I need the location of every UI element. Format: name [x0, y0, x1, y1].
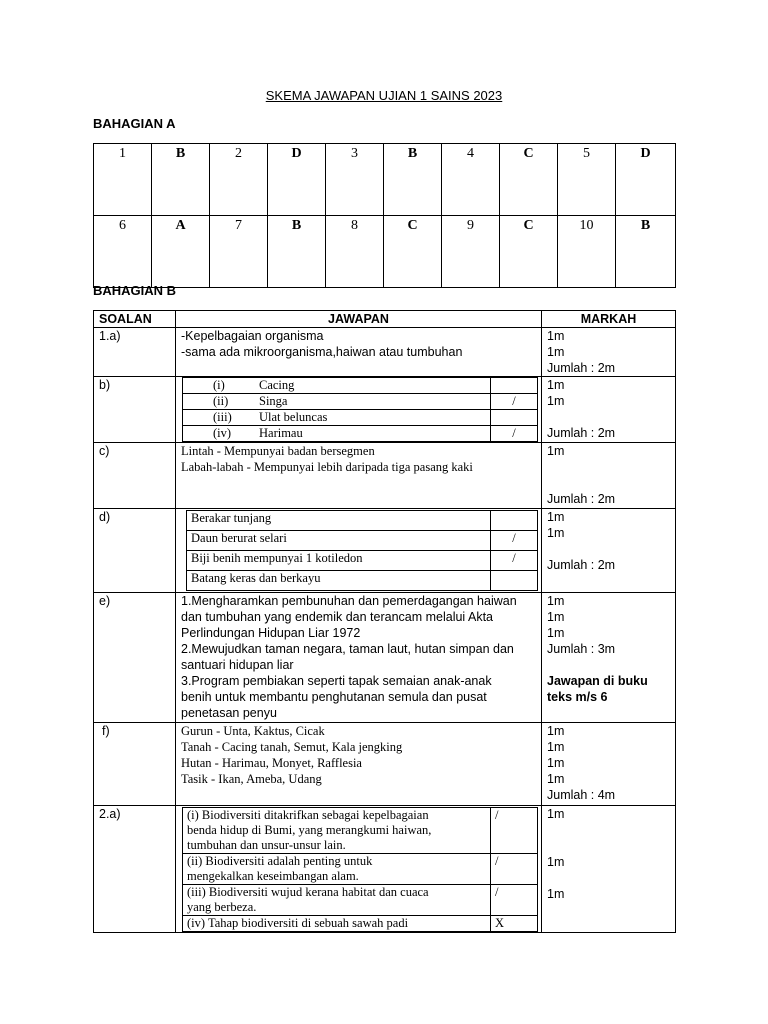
choice-text: (i) Cacing: [183, 378, 491, 394]
choice-text: (iii) Ulat beluncas: [183, 410, 491, 426]
column-header-markah: MARKAH: [542, 311, 676, 328]
choice-row: [187, 571, 538, 591]
answer-line: Tanah - Cacing tanah, Semut, Kala jengking: [181, 740, 403, 754]
cross-mark: X: [491, 916, 538, 932]
reference-note: teks m/s 6: [547, 690, 608, 704]
marks-cell: [542, 723, 676, 806]
answer-cell: [176, 509, 542, 593]
mark: 1m: [547, 594, 565, 608]
answer-cell: [176, 723, 542, 806]
mark: 1m: [547, 740, 565, 754]
statement-text: (iv) Tahap biodiversiti di sebuah sawah padi: [183, 916, 491, 932]
answer-line: Gurun - Unta, Kaktus, Cicak: [181, 724, 325, 738]
mark-total: Jumlah : 2m: [547, 361, 616, 375]
statement-text: (ii) Biodiversiti adalah penting untuk mengekalkan keseimbangan alam.: [183, 854, 491, 885]
tick-mark: /: [491, 394, 538, 410]
answer-letter: C: [500, 216, 558, 288]
choice-table: [182, 377, 538, 442]
choice-table: [186, 510, 538, 591]
mark: 1m: [547, 887, 565, 901]
question-number: 2: [210, 144, 268, 216]
question-number: 1: [94, 144, 152, 216]
marks-cell: [542, 443, 676, 509]
marks-cell: [542, 593, 676, 723]
answer-line: benih untuk membantu penghutanan semula dan pusat: [181, 690, 487, 704]
table-row: [94, 593, 676, 723]
tick-mark: [491, 410, 538, 426]
answer-cell: [176, 806, 542, 933]
question-label: b): [94, 377, 176, 443]
table-row: [94, 328, 676, 377]
answer-line: Labah-labah - Mempunyai lebih daripada tiga pasang kaki: [181, 460, 473, 474]
choice-text: Daun berurat selari: [187, 531, 491, 551]
answer-letter: B: [268, 216, 326, 288]
mark-total: Jumlah : 2m: [547, 558, 616, 572]
answer-letter: C: [384, 216, 442, 288]
answer-cell: [176, 593, 542, 723]
tick-mark: /: [491, 551, 538, 571]
tick-mark: /: [491, 531, 538, 551]
choice-text: (ii) Singa: [183, 394, 491, 410]
question-number: 10: [558, 216, 616, 288]
table-row: [94, 509, 676, 593]
answer-line: Lintah - Mempunyai badan bersegmen: [181, 444, 375, 458]
tick-mark: [491, 511, 538, 531]
mark: 1m: [547, 807, 565, 821]
section-b-answer-table: [93, 310, 676, 933]
mark: 1m: [547, 378, 565, 392]
mark-total: Jumlah : 2m: [547, 492, 616, 506]
mark: 1m: [547, 626, 565, 640]
answer-letter: B: [152, 144, 210, 216]
answer-line: Hutan - Harimau, Monyet, Rafflesia: [181, 756, 362, 770]
answer-letter: C: [500, 144, 558, 216]
mark-total: Jumlah : 2m: [547, 426, 616, 440]
column-header-soalan: SOALAN: [94, 311, 176, 328]
choice-text: (iv) Harimau: [183, 426, 491, 442]
table-row: [94, 443, 676, 509]
table-header-row: [94, 311, 676, 328]
question-number: 8: [326, 216, 384, 288]
mark: 1m: [547, 444, 565, 458]
question-label: c): [94, 443, 176, 509]
question-number: 3: [326, 144, 384, 216]
statement-table: [182, 807, 538, 932]
choice-text: Batang keras dan berkayu: [187, 571, 491, 591]
answer-line: -sama ada mikroorganisma,haiwan atau tumbuhan: [181, 345, 463, 359]
answer-letter: D: [616, 144, 676, 216]
marks-cell: [542, 509, 676, 593]
answer-line: santuari hidupan liar: [181, 658, 294, 672]
answer-letter: D: [268, 144, 326, 216]
choice-text: Biji benih mempunyai 1 kotiledon: [187, 551, 491, 571]
statement-row: [183, 854, 538, 885]
choice-row: [183, 378, 538, 394]
table-row: [94, 806, 676, 933]
choice-row: [187, 531, 538, 551]
table-row: [94, 377, 676, 443]
statement-text: (iii) Biodiversiti wujud kerana habitat dan cuaca yang berbeza.: [183, 885, 491, 916]
section-b-heading: BAHAGIAN B: [93, 283, 177, 298]
question-label: e): [94, 593, 176, 723]
answer-cell: [176, 377, 542, 443]
mark: 1m: [547, 345, 565, 359]
mark-total: Jumlah : 3m: [547, 642, 616, 656]
tick-mark: /: [491, 885, 538, 916]
choice-text: Berakar tunjang: [187, 511, 491, 531]
answer-letter: A: [152, 216, 210, 288]
question-number: 4: [442, 144, 500, 216]
question-label: d): [94, 509, 176, 593]
tick-mark: [491, 571, 538, 591]
table-row: [94, 723, 676, 806]
mark: 1m: [547, 772, 565, 786]
tick-mark: /: [491, 854, 538, 885]
answer-line: 2.Mewujudkan taman negara, taman laut, hutan simpan dan: [181, 642, 514, 656]
answer-line: penetasan penyu: [181, 706, 277, 720]
answer-line: dan tumbuhan yang endemik dan terancam melalui Akta: [181, 610, 493, 624]
answer-line: Perlindungan Hidupan Liar 1972: [181, 626, 361, 640]
section-a-row: [94, 144, 676, 216]
section-a-heading: BAHAGIAN A: [93, 116, 176, 131]
mark: 1m: [547, 610, 565, 624]
question-number: 9: [442, 216, 500, 288]
choice-row: [183, 394, 538, 410]
choice-row: [183, 410, 538, 426]
mark: 1m: [547, 855, 565, 869]
question-label: 1.a): [94, 328, 176, 377]
marks-cell: [542, 806, 676, 933]
marks-cell: [542, 377, 676, 443]
answer-cell: [176, 443, 542, 509]
question-number: 7: [210, 216, 268, 288]
answer-line: 1.Mengharamkan pembunuhan dan pemerdagangan haiwan: [181, 594, 517, 608]
question-label: f): [94, 723, 176, 806]
statement-text: (i) Biodiversiti ditakrifkan sebagai kepelbagaian benda hidup di Bumi, yang merangkumi haiwan, tumbuhan dan unsur-unsur lain.: [183, 808, 491, 854]
mark: 1m: [547, 329, 565, 343]
answer-letter: B: [616, 216, 676, 288]
answer-letter: B: [384, 144, 442, 216]
mark: 1m: [547, 510, 565, 524]
answer-cell: [176, 328, 542, 377]
document-title: SKEMA JAWAPAN UJIAN 1 SAINS 2023: [265, 88, 503, 103]
statement-row: [183, 808, 538, 854]
mark: 1m: [547, 756, 565, 770]
tick-mark: /: [491, 808, 538, 854]
section-a-row: [94, 216, 676, 288]
mark: 1m: [547, 394, 565, 408]
statement-row: [183, 885, 538, 916]
choice-row: [183, 426, 538, 442]
mark: 1m: [547, 724, 565, 738]
column-header-jawapan: JAWAPAN: [176, 311, 542, 328]
mark: 1m: [547, 526, 565, 540]
choice-row: [187, 551, 538, 571]
tick-mark: /: [491, 426, 538, 442]
question-number: 6: [94, 216, 152, 288]
question-number: 5: [558, 144, 616, 216]
answer-line: 3.Program pembiakan seperti tapak semaian anak-anak: [181, 674, 492, 688]
marks-cell: [542, 328, 676, 377]
answer-line: -Kepelbagaian organisma: [181, 329, 324, 343]
reference-note: Jawapan di buku: [547, 674, 648, 688]
question-label: 2.a): [94, 806, 176, 933]
mark-total: Jumlah : 4m: [547, 788, 616, 802]
answer-line: Tasik - Ikan, Ameba, Udang: [181, 772, 322, 786]
statement-row: [183, 916, 538, 932]
section-a-answer-table: [93, 143, 676, 288]
tick-mark: [491, 378, 538, 394]
choice-row: [187, 511, 538, 531]
